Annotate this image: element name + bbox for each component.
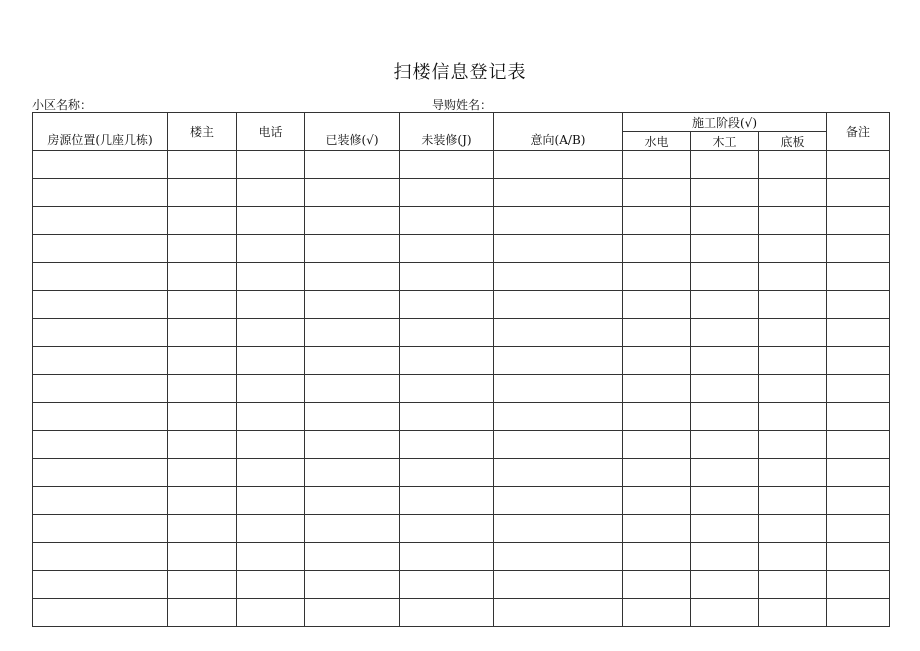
table-cell[interactable]	[237, 319, 305, 347]
table-cell[interactable]	[623, 179, 691, 207]
table-cell[interactable]	[237, 207, 305, 235]
table-cell[interactable]	[168, 347, 237, 375]
table-body	[33, 151, 890, 627]
table-cell[interactable]	[33, 403, 168, 431]
table-cell[interactable]	[623, 459, 691, 487]
header-intent: 意向(A/B)	[494, 113, 623, 151]
table-cell[interactable]	[827, 207, 890, 235]
table-cell[interactable]	[623, 487, 691, 515]
table-cell[interactable]	[237, 235, 305, 263]
table-cell[interactable]	[623, 291, 691, 319]
table-row	[33, 347, 890, 375]
table-cell[interactable]	[759, 347, 827, 375]
table-cell[interactable]	[168, 403, 237, 431]
header-stage-baseboard: 底板	[759, 132, 827, 151]
header-phone: 电话	[237, 113, 305, 151]
table-cell[interactable]	[400, 179, 494, 207]
table-cell[interactable]	[168, 515, 237, 543]
table-cell[interactable]	[494, 515, 623, 543]
table-row	[33, 571, 890, 599]
header-renovated: 已装修(√)	[305, 113, 400, 151]
header-remarks: 备注	[827, 113, 890, 151]
table-cell[interactable]	[691, 599, 759, 627]
table-cell[interactable]	[691, 375, 759, 403]
table-cell[interactable]	[400, 403, 494, 431]
table-cell[interactable]	[494, 459, 623, 487]
table-cell[interactable]	[623, 571, 691, 599]
table-cell[interactable]	[305, 375, 400, 403]
table-cell[interactable]	[400, 515, 494, 543]
table-cell[interactable]	[494, 235, 623, 263]
table-cell[interactable]	[691, 515, 759, 543]
table-cell[interactable]	[33, 375, 168, 403]
table-cell[interactable]	[33, 487, 168, 515]
table-cell[interactable]	[494, 263, 623, 291]
table-cell[interactable]	[494, 487, 623, 515]
table-cell[interactable]	[168, 431, 237, 459]
table-cell[interactable]	[494, 151, 623, 179]
table-cell[interactable]	[691, 207, 759, 235]
table-cell[interactable]	[623, 207, 691, 235]
table-cell[interactable]	[494, 207, 623, 235]
table-cell[interactable]	[827, 235, 890, 263]
table-cell[interactable]	[33, 515, 168, 543]
table-cell[interactable]	[691, 179, 759, 207]
table-cell[interactable]	[691, 347, 759, 375]
table-cell[interactable]	[759, 515, 827, 543]
table-row	[33, 403, 890, 431]
table-cell[interactable]	[827, 571, 890, 599]
table-cell[interactable]	[400, 347, 494, 375]
table-cell[interactable]	[623, 151, 691, 179]
table-cell[interactable]	[168, 207, 237, 235]
table-cell[interactable]	[759, 235, 827, 263]
table-cell[interactable]	[400, 319, 494, 347]
table-cell[interactable]	[623, 403, 691, 431]
table-row	[33, 599, 890, 627]
table-cell[interactable]	[305, 543, 400, 571]
table-cell[interactable]	[168, 179, 237, 207]
table-cell[interactable]	[305, 291, 400, 319]
table-cell[interactable]	[691, 403, 759, 431]
table-cell[interactable]	[623, 263, 691, 291]
table-cell[interactable]	[827, 515, 890, 543]
table-row	[33, 319, 890, 347]
table-cell[interactable]	[237, 291, 305, 319]
table-cell[interactable]	[400, 571, 494, 599]
table-cell[interactable]	[827, 347, 890, 375]
table-cell[interactable]	[759, 207, 827, 235]
table-cell[interactable]	[237, 515, 305, 543]
table-cell[interactable]	[400, 235, 494, 263]
table-cell[interactable]	[400, 151, 494, 179]
table-cell[interactable]	[33, 543, 168, 571]
table-row	[33, 487, 890, 515]
table-cell[interactable]	[305, 263, 400, 291]
table-cell[interactable]	[759, 179, 827, 207]
table-cell[interactable]	[623, 375, 691, 403]
table-cell[interactable]	[759, 543, 827, 571]
table-row	[33, 207, 890, 235]
table-cell[interactable]	[691, 459, 759, 487]
table-cell[interactable]	[623, 347, 691, 375]
table-cell[interactable]	[305, 207, 400, 235]
table-cell[interactable]	[305, 431, 400, 459]
table-cell[interactable]	[691, 319, 759, 347]
table-row	[33, 431, 890, 459]
table-cell[interactable]	[33, 235, 168, 263]
table-cell[interactable]	[623, 515, 691, 543]
table-cell[interactable]	[237, 571, 305, 599]
table-cell[interactable]	[827, 431, 890, 459]
table-cell[interactable]	[494, 403, 623, 431]
table-cell[interactable]	[305, 347, 400, 375]
table-cell[interactable]	[827, 459, 890, 487]
table-cell[interactable]	[759, 319, 827, 347]
table-cell[interactable]	[827, 319, 890, 347]
table-cell[interactable]	[168, 375, 237, 403]
table-cell[interactable]	[33, 459, 168, 487]
table-cell[interactable]	[33, 179, 168, 207]
table-cell[interactable]	[494, 291, 623, 319]
table-cell[interactable]	[168, 235, 237, 263]
table-cell[interactable]	[494, 179, 623, 207]
table-cell[interactable]	[494, 319, 623, 347]
table-cell[interactable]	[759, 571, 827, 599]
table-cell[interactable]	[827, 263, 890, 291]
table-cell[interactable]	[33, 207, 168, 235]
header-owner: 楼主	[168, 113, 237, 151]
table-cell[interactable]	[237, 263, 305, 291]
table-cell[interactable]	[305, 515, 400, 543]
table-cell[interactable]	[168, 151, 237, 179]
table-row	[33, 375, 890, 403]
table-cell[interactable]	[33, 151, 168, 179]
table-cell[interactable]	[168, 459, 237, 487]
table-cell[interactable]	[305, 571, 400, 599]
table-cell[interactable]	[691, 291, 759, 319]
table-cell[interactable]	[305, 235, 400, 263]
table-row	[33, 543, 890, 571]
table-cell[interactable]	[691, 263, 759, 291]
table-cell[interactable]	[759, 403, 827, 431]
table-cell[interactable]	[691, 151, 759, 179]
table-row	[33, 291, 890, 319]
table-cell[interactable]	[827, 151, 890, 179]
table-cell[interactable]	[33, 571, 168, 599]
table-cell[interactable]	[33, 347, 168, 375]
table-cell[interactable]	[305, 151, 400, 179]
table-cell[interactable]	[623, 431, 691, 459]
table-cell[interactable]	[33, 291, 168, 319]
table-cell[interactable]	[691, 431, 759, 459]
registration-table	[32, 112, 890, 627]
community-name-label: 小区名称：	[32, 98, 93, 112]
table-cell[interactable]	[33, 599, 168, 627]
table-cell[interactable]	[691, 235, 759, 263]
table-row	[33, 151, 890, 179]
table-cell[interactable]	[33, 431, 168, 459]
table-cell[interactable]	[400, 263, 494, 291]
table-cell[interactable]	[305, 319, 400, 347]
table-cell[interactable]	[237, 403, 305, 431]
table-cell[interactable]	[237, 151, 305, 179]
header-construction-stage: 施工阶段(√)	[623, 113, 827, 132]
table-cell[interactable]	[400, 599, 494, 627]
header-stage-carpentry: 木工	[691, 132, 759, 151]
table-cell[interactable]	[759, 291, 827, 319]
table-cell[interactable]	[168, 543, 237, 571]
table-row	[33, 515, 890, 543]
table-row	[33, 263, 890, 291]
table-cell[interactable]	[623, 319, 691, 347]
table-row	[33, 179, 890, 207]
table-cell[interactable]	[494, 599, 623, 627]
table-cell[interactable]	[494, 347, 623, 375]
table-cell[interactable]	[33, 319, 168, 347]
table-cell[interactable]	[759, 263, 827, 291]
table-cell[interactable]	[33, 263, 168, 291]
table-cell[interactable]	[759, 431, 827, 459]
table-cell[interactable]	[827, 291, 890, 319]
table-cell[interactable]	[759, 487, 827, 515]
table-cell[interactable]	[759, 459, 827, 487]
table-cell[interactable]	[759, 375, 827, 403]
table-cell[interactable]	[237, 431, 305, 459]
table-cell[interactable]	[400, 431, 494, 459]
table-cell[interactable]	[759, 151, 827, 179]
table-cell[interactable]	[305, 459, 400, 487]
table-cell[interactable]	[400, 459, 494, 487]
table-cell[interactable]	[494, 431, 623, 459]
table-cell[interactable]	[237, 179, 305, 207]
page-title: 扫楼信息登记表	[393, 62, 527, 83]
table-cell[interactable]	[494, 543, 623, 571]
table-cell[interactable]	[827, 487, 890, 515]
table-cell[interactable]	[494, 571, 623, 599]
table-cell[interactable]	[237, 487, 305, 515]
table-cell[interactable]	[691, 571, 759, 599]
table-cell[interactable]	[759, 599, 827, 627]
table-row	[33, 235, 890, 263]
table-cell[interactable]	[237, 543, 305, 571]
table-cell[interactable]	[827, 403, 890, 431]
table-cell[interactable]	[827, 375, 890, 403]
table-cell[interactable]	[494, 375, 623, 403]
table-cell[interactable]	[400, 207, 494, 235]
table-cell[interactable]	[305, 179, 400, 207]
table-cell[interactable]	[400, 375, 494, 403]
table-cell[interactable]	[827, 543, 890, 571]
header-stage-water-electric: 水电	[623, 132, 691, 151]
table-cell[interactable]	[168, 291, 237, 319]
table-cell[interactable]	[691, 487, 759, 515]
table-cell[interactable]	[168, 263, 237, 291]
table-cell[interactable]	[168, 487, 237, 515]
table-cell[interactable]	[400, 543, 494, 571]
table-cell[interactable]	[168, 599, 237, 627]
table-cell[interactable]	[400, 291, 494, 319]
table-cell[interactable]	[237, 459, 305, 487]
table-cell[interactable]	[237, 375, 305, 403]
table-cell[interactable]	[400, 487, 494, 515]
table-cell[interactable]	[168, 571, 237, 599]
table-cell[interactable]	[623, 235, 691, 263]
table-row	[33, 459, 890, 487]
header-not-renovated: 未装修(J)	[400, 113, 494, 151]
table-cell[interactable]	[168, 319, 237, 347]
table-cell[interactable]	[305, 599, 400, 627]
table-cell[interactable]	[827, 599, 890, 627]
table-cell[interactable]	[827, 179, 890, 207]
table-cell[interactable]	[237, 599, 305, 627]
guide-name-label: 导购姓名：	[432, 98, 493, 112]
header-location: 房源位置(几座几栋)	[33, 113, 168, 151]
table-cell[interactable]	[623, 599, 691, 627]
table-cell[interactable]	[305, 403, 400, 431]
table-cell[interactable]	[305, 487, 400, 515]
table-cell[interactable]	[691, 543, 759, 571]
table-cell[interactable]	[237, 347, 305, 375]
table-cell[interactable]	[623, 543, 691, 571]
